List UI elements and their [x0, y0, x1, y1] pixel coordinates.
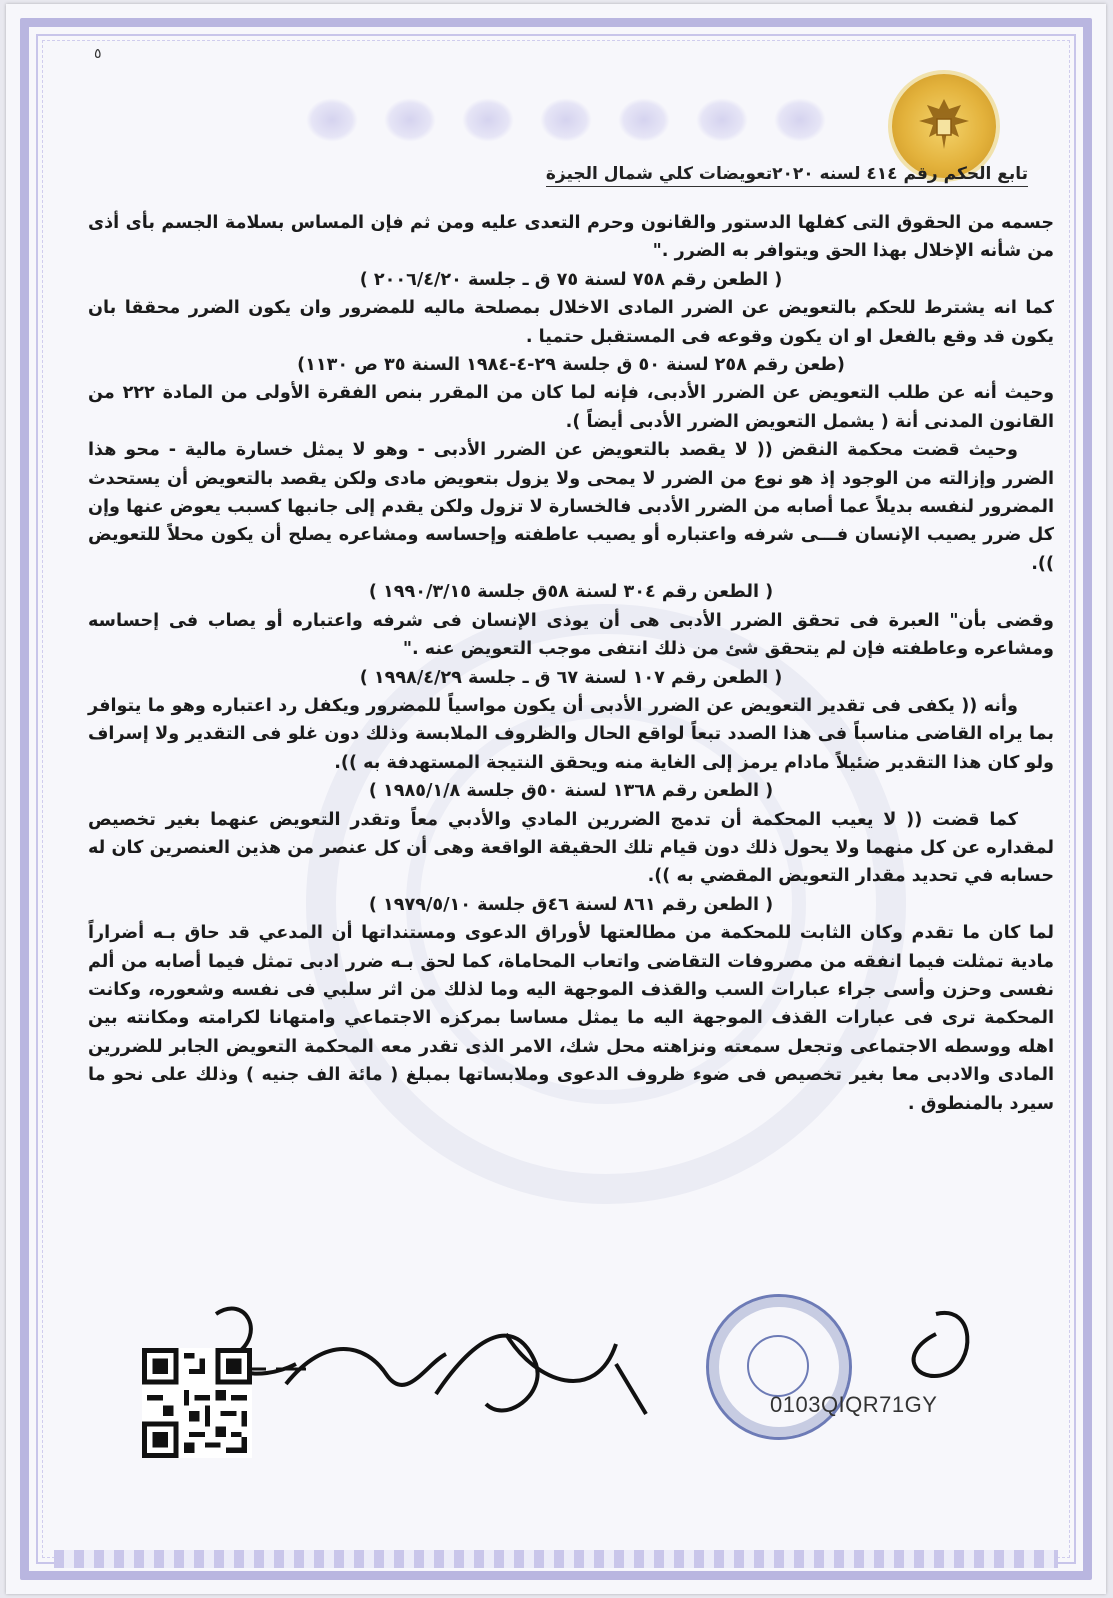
document-page	[6, 4, 1106, 1594]
bottom-security-strip	[54, 1550, 1058, 1568]
paragraph: وحيث قضت محكمة النقض (( لا يقصد بالتعويض عن الضرر الأدبى - وهو لا يمثل خسارة مالية - محو هذا الضرر وإزالته من الوجود إذ هو نوع من الضرر لا يمحى ولا يزول بتعويض مادى ولكن يقصد بالتعويض أن يستحدث المضرور لنفسه بديلاً عما أصابه من الضرر الأدبى فالخسارة لا تزول ولكن يقدم إلى جانبها كسبب يعوض عنها وإن كل ضرر يصيب الإنسان فـــى شرفه واعتباره أو يصيب عاطفته وإحساسه ومشاعره يصلح أن يكون محلاً للتعويض )).	[88, 440, 1054, 574]
paragraph: وقضى بأن" العبرة فى تحقق الضرر الأدبى هى أن يوذى الإنسان فى شرفه واعتباره أو يصاب فى إحساسه ومشاعره وعاطفته فإن لم يتحقق شئ من ذلك انتفى موجب التعويض عنه ."	[88, 610, 1054, 660]
citation: ( الطعن رقم ٣٠٤ لسنة ٥٨ق جلسة ١٩٩٠/٣/١٥ )	[368, 582, 774, 603]
paragraph: جسمه من الحقوق التى كفلها الدستور والقانون وحرم التعدى عليه ومن ثم فإن المساس بسلامة الجسم بأى أذى من شأنه الإخلال بهذا الحق ويتوافر به الضرر ."	[88, 213, 1054, 262]
ornament-icon	[774, 98, 826, 142]
citation: (طعن رقم ٢٥٨ لسنة ٥٠ ق جلسة ٢٩-٤-١٩٨٤ السنة ٣٥ ص ١١٣٠)	[297, 355, 845, 376]
paragraph: وأنه (( يكفى فى تقدير التعويض عن الضرر الأدبى أن يكون مواسياً للمضرور ويكفل رد اعتباره وهو ما يتوافر بما يراه القاضى مناسباً فى هذا الصدد تبعاً لواقع الحال والظروف الملابسة وذلك دون غلو فى التقدير ولا إسراف ولو كان هذا التقدير ضئيلاً مادام يرمز إلى الغاية منه ويحقق النتيجة المستهدفة به )).	[88, 695, 1054, 773]
paragraph: وحيث أنه عن طلب التعويض عن الضرر الأدبى، فإنه لما كان من المقرر بنص الفقرة الأولى من المادة ٢٢٢ من القانون المدنى أنة ( يشمل التعويض الضرر الأدبى أيضاً ).	[88, 383, 1055, 432]
paragraph: كما انه يشترط للحكم بالتعويض عن الضرر المادى الاخلال بمصلحة ماليه للمضرور وان يكون الضرر محققا بان يكون قد وقع بالفعل او ان يكون وقوعه فى المستقبل حتميا .	[88, 298, 1054, 347]
citation: ( الطعن رقم ١٣٦٨ لسنة ٥٠ق جلسة ١٩٨٥/١/٨ )	[368, 781, 774, 802]
case-header: تابع الحكم رقم ٤١٤ لسنه ٢٠٢٠تعويضات كلي شمال الجيزة	[546, 164, 1028, 187]
ornament-icon	[540, 98, 592, 142]
header-ornaments	[306, 92, 826, 148]
qr-code-icon	[142, 1348, 252, 1458]
ornament-icon	[618, 98, 670, 142]
eagle-emblem-icon	[892, 74, 996, 178]
citation: ( الطعن رقم ١٠٧ لسنة ٦٧ ق ـ جلسة ١٩٩٨/٤/٢٩ )	[359, 667, 783, 688]
paragraph: لما كان ما تقدم وكان الثابت للمحكمة من مطالعتها لأوراق الدعوى ومستنداتها أن المدعي قد حاق بـه أضراراً مادية تمثلت فيما انفقه من مصروفات التقاضى واتعاب المحاماة، كما لحق بـه ضرر ادبى تمثل فيما أصابه من ألم نفسى وحزن وأسى جراء عبارات السب والقذف الموجهة اليه وما لذلك من اثر سلبي فى نفسه وشعوره، وكانت المحكمة ترى فى عبارات القذف الموجهة اليه ما يمثل مساسا بمركزه الاجتماعي وامتهانا لكرامته ومكانته بين اهله ووسطه الاجتماعى وتجعل سمعته ونزاهته محل شك، الامر الذى تقدر معه المحكمة التعويض الجابر للضررين المادى والادبى معا بغير تخصيص فى ضوء ظروف الدعوى وملابساتها بمبلغ ( مائة الف جنيه ) وذلك على نحو ما سيرد بالمنطوق .	[88, 923, 1054, 1114]
handwritten-signatures	[176, 1274, 1016, 1474]
ornament-icon	[696, 98, 748, 142]
ornament-icon	[462, 98, 514, 142]
judgment-body	[88, 209, 1054, 1118]
citation: ( الطعن رقم ٧٥٨ لسنة ٧٥ ق ـ جلسة ٢٠٠٦/٤/٢٠ )	[359, 269, 783, 290]
paragraph: كما قضت (( لا يعيب المحكمة أن تدمج الضررين المادي والأدبي معاً وتقدر التعويض عنهما بغير تخصيص لمقداره عن كل منهما ولا يحول ذلك دون قيام تلك الحقيقة الواقعة وهى أن كل عنصر من هذين العنصرين كان له حسابه في تحديد مقدار التعويض المقضي به )).	[88, 809, 1054, 887]
verification-code: 0103QIQR71GY	[770, 1392, 938, 1417]
ornament-icon	[306, 98, 358, 142]
citation: ( الطعن رقم ٨٦١ لسنة ٤٦ق جلسة ١٩٧٩/٥/١٠ )	[368, 894, 774, 915]
page-number: ٥	[94, 46, 102, 62]
ornament-icon	[384, 98, 436, 142]
